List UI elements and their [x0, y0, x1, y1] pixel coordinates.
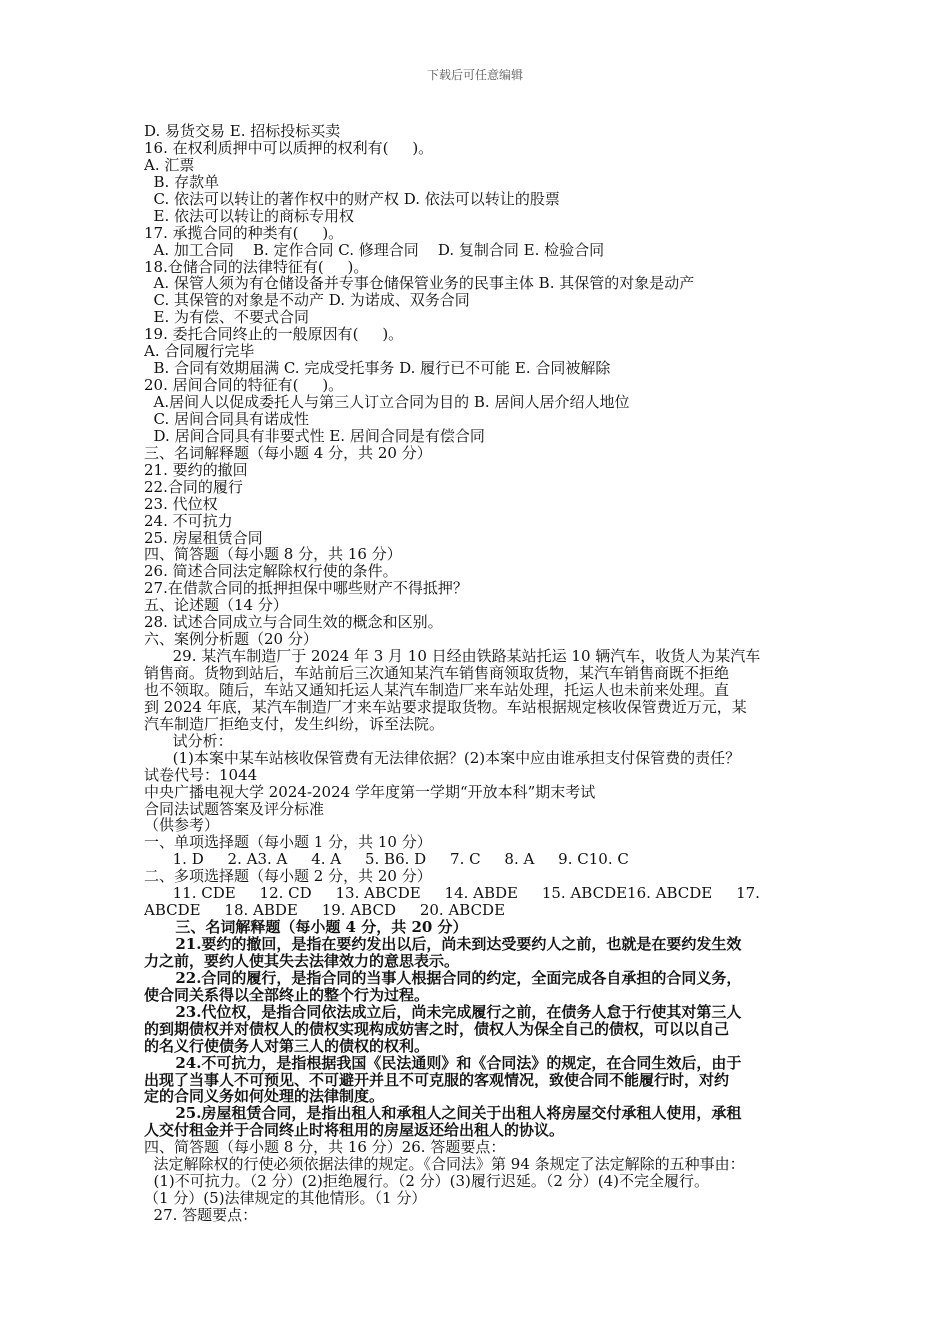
text-line: 二、多项选择题（每小题 2 分，共 20 分） [144, 868, 432, 886]
text-line: 销售商。货物到站后，车站前后三次通知某汽车销售商领取货物，某汽车销售商既不拒绝 [144, 665, 730, 682]
text-line: (1)本案中某车站核收保管费有无法律依据？(2)本案中应由谁承担支付保管费的责任？ [144, 749, 741, 767]
page-header: 下载后可任意编辑 [426, 68, 523, 82]
text-line: 六、案例分析题（20 分） [144, 631, 318, 649]
text-line: B. 合同有效期届满 C. 完成受托事务 D. 履行已不可能 E. 合同被解除 [144, 360, 611, 378]
text-line: 合同法试题答案及评分标准 [144, 800, 325, 818]
text-line: 16. 在权利质押中可以质押的权利有( )。 [144, 139, 434, 157]
text-line: 11. CDE 12. CD 13. ABCDE 14. ABDE 15. ABCDE16. ABCDE 17. [144, 885, 760, 903]
text-line: 24. 不可抗力 [144, 512, 233, 530]
text-line: 三、名词解释题（每小题 4 分，共 20 分） [144, 919, 468, 936]
text-line: （供参考） [144, 817, 220, 835]
text-line: 试卷代号：1044 [144, 766, 258, 784]
text-line: 人交付租金并于合同终止时将租用的房屋返还给出租人的协议。 [144, 1122, 565, 1140]
text-line: 三、名词解释题（每小题 4 分，共 20 分） [144, 444, 432, 462]
text-line: 中央广播电视大学 2024-2024 学年度第一学期“开放本科”期末考试 [144, 783, 596, 801]
text-line: C. 依法可以转让的著作权中的财产权 D. 依法可以转让的股票 [144, 190, 560, 208]
text-line: 23. 代位权 [144, 495, 218, 513]
text-line: D. 易货交易 E. 招标投标买卖 [144, 123, 341, 140]
text-line: 定的合同义务如何处理的法律制度。 [144, 1088, 385, 1106]
text-line: 到 2024 年底，某汽车制造厂才来车站要求提取货物。车站根据规定核收保管费近万元，某 [144, 698, 747, 716]
text-line: 出现了当事人不可预见、不可避开并且不可克服的客观情况，致使合同不能履行时，对约 [144, 1071, 730, 1089]
text-line: A. 汇票 [144, 156, 195, 174]
text-line: 27.在借款合同的抵押担保中哪些财产不得抵押？ [144, 580, 468, 598]
text-line: 五、论述题（14 分） [144, 597, 288, 615]
text-line: 21. 要约的撤回 [144, 461, 248, 479]
text-line: E. 依法可以转让的商标专用权 [144, 207, 355, 225]
text-line: A.居间人以促成委托人与第三人订立合同为目的 B. 居间人居介绍人地位 [144, 394, 630, 411]
text-line: 的到期债权并对债权人的债权实现构成妨害之时，债权人为保全自己的债权，可以以自己 [144, 1020, 730, 1038]
text-line: 17. 承揽合同的种类有( )。 [144, 224, 344, 242]
text-line: C. 居间合同具有诺成性 [144, 410, 310, 428]
text-line: 24.不可抗力，是指根据我国《民法通则》和《合同法》的规定，在合同生效后，由于 [144, 1054, 742, 1072]
text-line: 四、简答题（每小题 8 分，共 16 分） [144, 546, 402, 564]
text-line: 23.代位权，是指合同依法成立后，尚未完成履行之前，在债务人怠于行使其对第三人 [144, 1003, 742, 1021]
text-line: 27. 答题要点： [144, 1207, 258, 1224]
text-line: 21.要约的撤回，是指在要约发出以后，尚未到达受要约人之前，也就是在要约发生效 [144, 936, 742, 953]
text-line: 22.合同的履行，是指合同的当事人根据合同的约定，全面完成各自承担的合同义务， [144, 969, 742, 987]
text-line: 29. 某汽车制造厂于 2024 年 3 月 10 日经由铁路某站托运 10 辆汽车，收货人为某汽车 [144, 648, 761, 665]
text-line: 力之前，要约人使其失去法律效力的意思表示。 [144, 952, 460, 970]
text-line: 19. 委托合同终止的一般原因有( )。 [144, 326, 404, 344]
text-line: ABCDE 18. ABDE 19. ABCD 20. ABCDE [144, 902, 506, 920]
text-line: 18.仓储合同的法律特征有( )。 [144, 258, 369, 276]
text-line: 20. 居间合同的特征有( )。 [144, 377, 344, 394]
document-body [144, 123, 816, 1224]
text-line: （1 分）(5)法律规定的其他情形。（1 分） [144, 1190, 427, 1207]
text-line: 一、单项选择题（每小题 1 分，共 10 分） [144, 834, 432, 852]
text-line: C. 其保管的对象是不动产 D. 为诺成、双务合同 [144, 292, 470, 310]
text-line: 25.房屋租赁合同，是指出租人和承租人之间关于出租人将房屋交付承租人使用，承租 [144, 1105, 742, 1123]
text-line: 1. D 2. A3. A 4. A 5. B6. D 7. C 8. A 9. C10. C [144, 851, 629, 869]
text-line: 也不领取。随后，车站又通知托运人某汽车制造厂来车站处理，托运人也未前来处理。直 [144, 681, 730, 699]
text-line: 25. 房屋租赁合同 [144, 529, 263, 547]
text-line: A. 合同履行完毕 [144, 343, 255, 361]
text-line: E. 为有偿、不要式合同 [144, 309, 310, 327]
text-line: 的名义行使债务人对第三人的债权的权利。 [144, 1037, 430, 1055]
text-line: A. 保管人须为有仓储设备并专事仓储保管业务的民事主体 B. 其保管的对象是动产 [144, 275, 695, 293]
text-line: 28. 试述合同成立与合同生效的概念和区别。 [144, 614, 443, 632]
text-line: 使合同关系得以全部终止的整个行为过程。 [144, 986, 430, 1004]
text-line: D. 居间合同具有非要式性 E. 居间合同是有偿合同 [144, 427, 485, 445]
text-line: 汽车制造厂拒绝支付，发生纠纷，诉至法院。 [144, 715, 445, 733]
text-line: A. 加工合同 B. 定作合同 C. 修理合同 D. 复制合同 E. 检验合同 [144, 241, 605, 259]
text-line: (1)不可抗力。（2 分）(2)拒绝履行。（2 分）(3)履行迟延。（2 分）(4)不完全履行。 [144, 1173, 709, 1191]
text-line: 四、简答题（每小题 8 分，共 16 分）26. 答题要点： [144, 1139, 506, 1157]
text-line: 26. 简述合同法定解除权行使的条件。 [144, 563, 398, 581]
text-line: B. 存款单 [144, 173, 220, 191]
text-line: 试分析： [144, 732, 233, 750]
text-line: 法定解除权的行使必须依据法律的规定。《合同法》第 94 条规定了法定解除的五种事由： [144, 1156, 745, 1174]
text-line: 22.合同的履行 [144, 478, 243, 496]
